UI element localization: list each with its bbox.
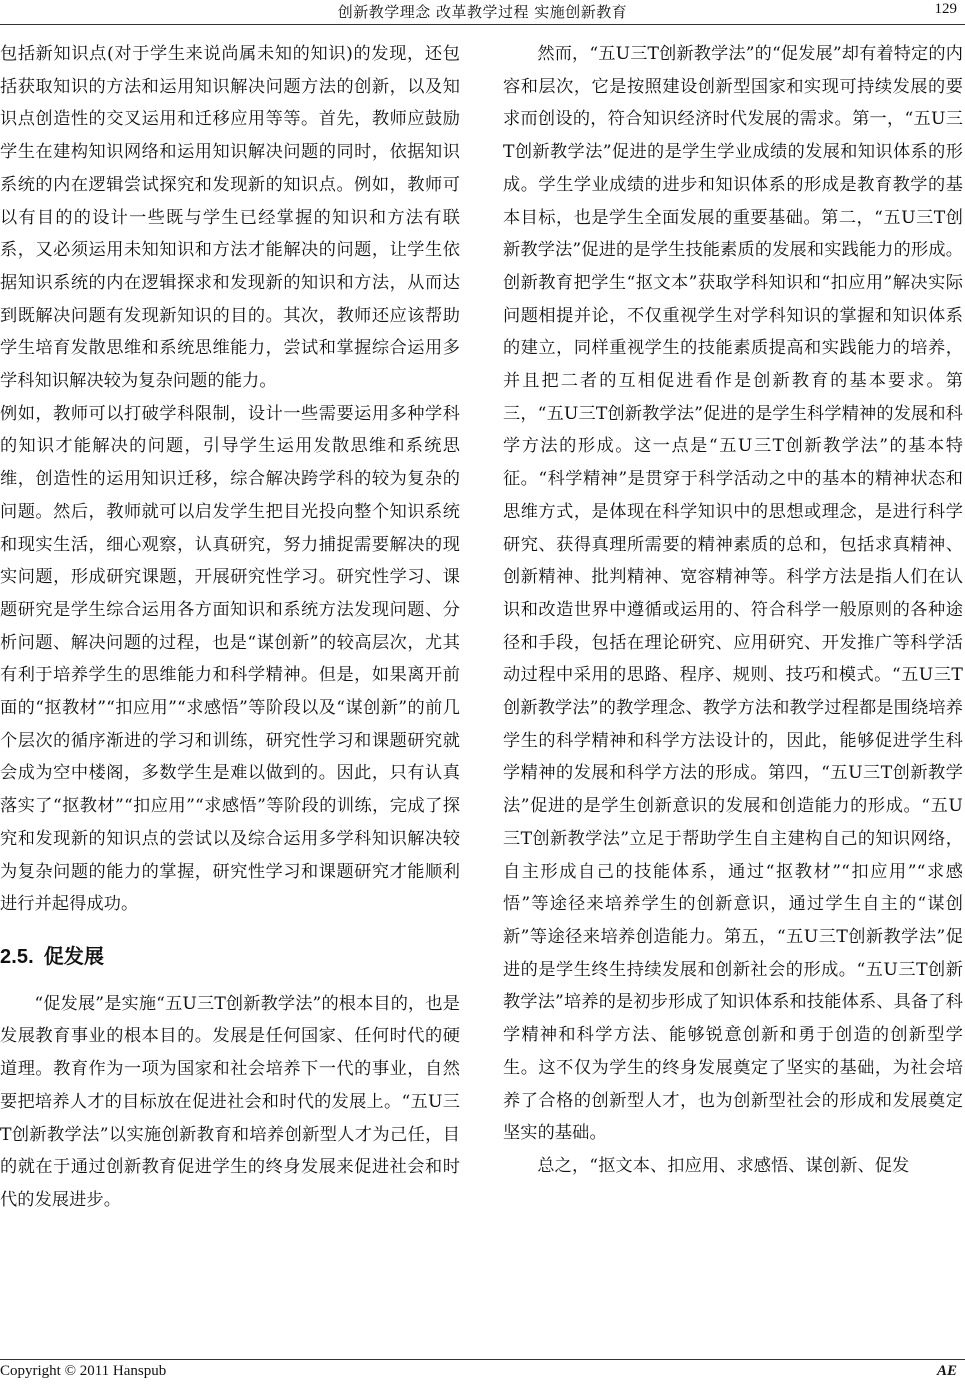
section-title: 促发展 (43, 945, 105, 968)
section-number: 2.5. (0, 945, 34, 968)
paragraph: 包括新知识点(对于学生来说尚属未知的知识)的发现，还包括获取知识的方法和运用知识解决问题方法的创新，以及知识点创造性的交叉运用和迁移应用等等。首先，教师应鼓励学生在建构知识网络和运用知识解决问题的同时，依据知识系统的内在逻辑尝试探究和发现新的知识点。例如，教师可以有目的的设计一些既与学生已经掌握的知识和方法有联系，又必须运用未知知识和方法才能解决的问题，让学生依据知识系统的内在逻辑探求和发现新的知识和方法，从而达到既解决问题有发现新知识的目的。其次，教师还应该帮助学生培育发散思维和系统思维能力，尝试和掌握综合运用多学科知识解决较为复杂问题的能力。 (0, 44, 460, 392)
left-column (0, 38, 460, 1217)
copyright-notice: Copyright © 2011 Hanspub (0, 1363, 167, 1379)
paragraph: 总之，“抠文本、扣应用、求感悟、谋创新、促发 (537, 1155, 910, 1176)
page-footer (0, 1359, 965, 1386)
page-number: 129 (934, 1, 957, 17)
section-heading (0, 941, 460, 974)
header-rule (0, 24, 965, 25)
paragraph: 然而，“五U三T创新教学法”的“促发展”却有着特定的内容和层次，它是按照建设创新型国家和实现可持续发展的要求而创设的，符合知识经济时代发展的需求。第一，“五U三T创新教学法”促进的是学生学业成绩的发展和知识体系的形成。学生学业成绩的进步和知识体系的形成是教育教学的基本目标，也是学生全面发展的重要基础。第二，“五U三T创新教学法”促进的是学生技能素质的发展和实践能力的形成。创新教育把学生“抠文本”获取学科知识和“扣应用”解决实际问题相提并论，不仅重视学生对学科知识的掌握和知识体系的建立，同样重视学生的技能素质提高和实践能力的培养，并且把二者的互相促进看作是创新教育的基本要求。第三，“五U三T创新教学法”促进的是学生科学精神的发展和科学方法的形成。这一点是“五U三T创新教学法”的基本特征。“科学精神”是贯穿于科学活动之中的基本的精神状态和思维方式，是体现在科学知识中的思想或理念，是进行科学研究、获得真理所需要的精神素质的总和，包括求真精神、创新精神、批判精神、宽容精神等。科学方法是指人们在认识和改造世界中遵循或运用的、符合科学一般原则的各种途径和手段，包括在理论研究、应用研究、开发推广等科学活动过程中采用的思路、程序、规则、技巧和模式。“五U三T创新教学法”的教学理念、教学方法和教学过程都是围绕培养学生的科学精神和科学方法设计的，因此，能够促进学生科学精神的发展和科学方法的形成。第四，“五U三T创新教学法”促进的是学生创新意识的发展和创造能力的形成。“五U三T创新教学法”立足于帮助学生自主建构自己的知识网络，自主形成自己的技能体系，通过“抠教材”“扣应用”“求感悟”等途径来培养学生的创新意识，通过学生自主的“谋创新”等途径来培养创造能力。第五，“五U三T创新教学法”促进的是学生终生持续发展和创新社会的形成。“五U三T创新教学法”培养的是初步形成了知识体系和技能体系、具备了科学精神和科学方法、能够锐意创新和勇于创造的创新型学生。这不仅为学生的终身发展奠定了坚实的基础，为社会培养了合格的创新型人才，也为创新型社会的形成和发展奠定坚实的基础。 (503, 44, 963, 1144)
right-column (503, 38, 963, 1183)
paragraph: 例如，教师可以打破学科限制，设计一些需要运用多种学科的知识才能解决的问题，引导学生运用发散思维和系统思维，创造性的运用知识迁移，综合解决跨学科的较为复杂的问题。然后，教师就可以启发学生把目光投向整个知识系统和现实生活，细心观察，认真研究，努力捕捉需要解决的现实问题，形成研究课题，开展研究性学习。研究性学习、课题研究是学生综合运用各方面知识和系统方法发现问题、分析问题、解决问题的过程，也是“谋创新”的较高层次，尤其有利于培养学生的思维能力和科学精神。但是，如果离开前面的“抠教材”“扣应用”“求感悟”等阶段以及“谋创新”的前几个层次的循序渐进的学习和训练，研究性学习和课题研究就会成为空中楼阁，多数学生是难以做到的。因此，只有认真落实了“抠教材”“扣应用”“求感悟”等阶段的训练，完成了探究和发现新的知识点的尝试以及综合运用多学科知识解决较为复杂问题的能力的掌握，研究性学习和课题研究才能顺利进行并起得成功。 (0, 403, 460, 915)
journal-abbreviation: AE (936, 1363, 957, 1379)
page-header (0, 0, 965, 22)
paragraph: “促发展”是实施“五U三T创新教学法”的根本目的，也是发展教育事业的根本目的。发展是任何国家、任何时代的硬道理。教育作为一项为国家和社会培养下一代的事业，自然要把培养人才的目标放在促进社会和时代的发展上。“五U三T创新教学法”以实施创新教育和培养创新型人才为己任，目的就在于通过创新教育促进学生的终身发展来促进社会和时代的发展进步。 (0, 993, 460, 1210)
running-title: 创新教学理念 改革教学过程 实施创新教育 (337, 3, 628, 21)
